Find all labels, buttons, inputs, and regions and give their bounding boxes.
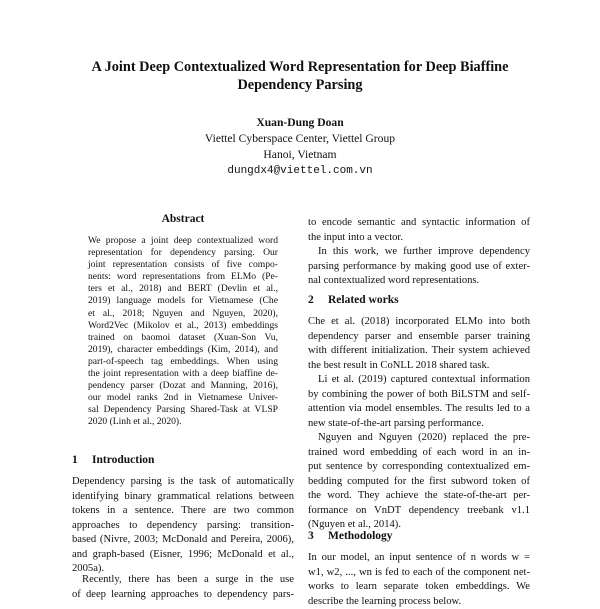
contribution-paragraph <box>308 245 530 289</box>
author-block <box>100 115 500 179</box>
section-title: Related works <box>328 294 399 306</box>
abstract-heading: Abstract <box>72 213 294 225</box>
author-affiliation: Viettel Cyberspace Center, Viettel Group <box>100 131 500 147</box>
text-line: parsing performance by making good use of exter- <box>308 260 530 275</box>
text-line: tokens in a sentence. There are two common <box>72 504 294 519</box>
text-line: trained word embedding of each word in an in- <box>308 446 530 461</box>
text-line: nal contextualized word representations. <box>308 274 530 289</box>
abstract-body <box>88 235 278 429</box>
text-line: Li et al. (2019) captured contextual information <box>308 373 530 388</box>
text-line: with different initialization. Their system achieved <box>308 344 530 359</box>
methodology-heading <box>308 530 393 542</box>
paper-title <box>70 58 530 94</box>
introduction-heading <box>72 454 154 466</box>
text-line: the input into a vector. <box>308 231 530 246</box>
section-number: 3 <box>308 530 328 542</box>
abstract-line: pendency parser (Dozat and Manning, 2016), <box>88 380 278 392</box>
related-paragraph-3 <box>308 431 530 533</box>
title-line: A Joint Deep Contextualized Word Representation for Deep Biaffine <box>70 58 530 76</box>
text-line: to encode semantic and syntactic information of <box>308 216 530 231</box>
abstract-line: our model ranks 2nd in Vietnamese Univer- <box>88 392 278 404</box>
text-line: describe the learning process below. <box>308 595 530 609</box>
related-paragraph-2 <box>308 373 530 431</box>
text-line: works to learn separate token embeddings. We <box>308 580 530 595</box>
text-line: dependency parser and ensemble parser training <box>308 330 530 345</box>
author-email: dungdx4@viettel.com.vn <box>100 163 500 179</box>
abstract-line: joint representation consists of five compo- <box>88 259 278 271</box>
abstract-line: et al., 2018; Nguyen and Nguyen, 2020), <box>88 308 278 320</box>
section-title: Methodology <box>328 530 393 542</box>
text-line: and graph-based (Eisner, 1996; McDonald et al., <box>72 548 294 563</box>
text-line: new state-of-the-art parsing performance. <box>308 417 530 432</box>
text-line: attention via model ensembles. The results led to a <box>308 402 530 417</box>
abstract-line: ters et al., 2018) and BERT (Devlin et al., <box>88 283 278 295</box>
abstract-line: trained on baomoi dataset (Xuan-Son Vu, <box>88 332 278 344</box>
text-line: In our model, an input sentence of n words w = <box>308 551 530 566</box>
text-line: based (Nivre, 2003; McDonald and Pereira, 2006), <box>72 533 294 548</box>
intro-paragraph-1 <box>72 475 294 577</box>
methodology-paragraph <box>308 551 530 609</box>
text-line: Dependency parsing is the task of automatically <box>72 475 294 490</box>
abstract-line: part-of-speech tag embeddings. When using <box>88 356 278 368</box>
text-line: Che et al. (2018) incorporated ELMo into both <box>308 315 530 330</box>
abstract-line: We propose a joint deep contextualized word <box>88 235 278 247</box>
text-line: the word. They achieve the state-of-the-art per- <box>308 489 530 504</box>
abstract-line: Word2Vec (Mikolov et al., 2013) embeddings <box>88 320 278 332</box>
abstract-line: nents: word representations from ELMo (Pe- <box>88 271 278 283</box>
text-line: (Nguyen et al., 2014). <box>308 518 530 533</box>
abstract-line: sal Dependency Parsing Shared-Task at VLSP <box>88 404 278 416</box>
text-line: bedding computed for the first subword token of <box>308 475 530 490</box>
title-line: Dependency Parsing <box>70 76 530 94</box>
text-line: w1, w2, ..., wn is fed to each of the component net- <box>308 566 530 581</box>
section-title: Introduction <box>92 454 154 466</box>
section-number: 2 <box>308 294 328 306</box>
abstract-line: 2019), character embeddings (Kim, 2014), and <box>88 344 278 356</box>
author-name: Xuan-Dung Doan <box>100 115 500 131</box>
abstract-line: the joint representation with a deep biaffine de- <box>88 368 278 380</box>
text-line: by combining the power of both BiLSTM and self- <box>308 388 530 403</box>
text-line: identifying binary grammatical relations between <box>72 490 294 505</box>
text-line: Recently, there has been a surge in the use <box>72 573 294 588</box>
text-line: approaches to dependency parsing: transition- <box>72 519 294 534</box>
related-paragraph-1 <box>308 315 530 373</box>
section-number: 1 <box>72 454 92 466</box>
text-line: formance on VnDT dependency treebank v1.1 <box>308 504 530 519</box>
intro-paragraph-2 <box>72 573 294 602</box>
continued-paragraph <box>308 216 530 245</box>
abstract-line: 2020 (Linh et al., 2020). <box>88 416 278 428</box>
text-line: of deep learning approaches to dependency pars- <box>72 588 294 603</box>
related-works-heading <box>308 294 399 306</box>
abstract-line: 2019) language models for Vietnamese (Che <box>88 295 278 307</box>
text-line: Nguyen and Nguyen (2020) replaced the pre- <box>308 431 530 446</box>
text-line: the best result in CoNLL 2018 shared task. <box>308 359 530 374</box>
abstract-line: representation for dependency parsing. Our <box>88 247 278 259</box>
author-location: Hanoi, Vietnam <box>100 147 500 163</box>
text-line: put sentence by corresponding contextualized em- <box>308 460 530 475</box>
text-line: In this work, we further improve dependency <box>308 245 530 260</box>
text-line: 2005a). <box>72 562 294 577</box>
